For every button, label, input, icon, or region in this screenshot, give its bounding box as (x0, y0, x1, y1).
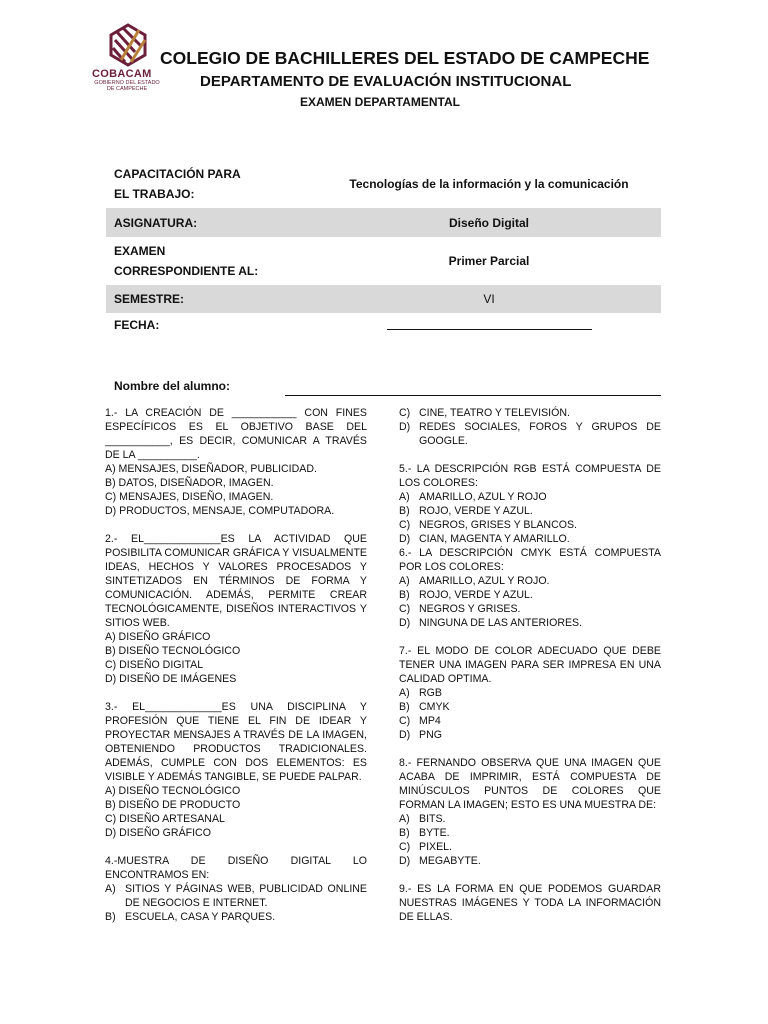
question-2-option-c[interactable]: C) DISEÑO DIGITAL (105, 659, 204, 671)
option-letter: C) (399, 841, 411, 853)
asignatura-label: ASIGNATURA: (106, 208, 317, 237)
spacer (399, 448, 661, 462)
semestre-value: VI (317, 285, 661, 313)
spacer (399, 630, 661, 644)
question-4-option-d[interactable] (399, 420, 661, 448)
spacer (105, 518, 367, 532)
fecha-field[interactable] (317, 313, 661, 337)
question-2: 2.- EL_____________ES LA ACTIVIDAD QUE POSIBILITA COMUNICAR GRÁFICA Y VISUALMENTE IDEAS, HECHOS Y VALORES PROCESADOS Y SINTETIZADOS EN TÉRMINOS DE FORMA Y COMUNICACIÓN. ADEMÁS, PERMITE CREAR TECNOLÓGICAMENTE, DISEÑOS INTERACTIVOS Y SITIOS WEB. (105, 533, 367, 629)
option-letter: D) (399, 729, 411, 741)
option-letter: B) (105, 911, 116, 923)
info-row-fecha (106, 313, 661, 337)
capacitacion-value: Tecnologías de la información y la comunicación (349, 177, 629, 191)
institution-title: COLEGIO DE BACHILLERES DEL ESTADO DE CAMPECHE (160, 48, 650, 68)
option-text: BYTE. (419, 827, 450, 839)
option-letter: A) (105, 883, 116, 895)
semestre-label: SEMESTRE: (106, 285, 317, 313)
question-4-option-b[interactable] (105, 910, 367, 924)
student-name-label: Nombre del alumno: (114, 379, 231, 393)
info-row-semestre (106, 285, 661, 313)
info-row-examen (106, 237, 661, 285)
option-text: ROJO, VERDE Y AZUL. (419, 505, 533, 517)
question-7: 7.- EL MODO DE COLOR ADECUADO QUE DEBE TENER UNA IMAGEN PARA SER IMPRESA EN UNA CALIDAD OPTIMA. (399, 645, 661, 685)
question-5: 5.- LA DESCRIPCIÓN RGB ESTÁ COMPUESTA DE LOS COLORES: (399, 463, 661, 489)
option-letter: B) (399, 701, 410, 713)
option-text: NEGROS, GRISES Y BLANCOS. (419, 519, 577, 531)
question-1: 1.- LA CREACIÓN DE ___________ CON FINES ESPECÍFICOS ES EL OBJETIVO BASE DEL ___________, ES DECIR, COMUNICAR A TRAVÉS DE LA __________. (105, 407, 367, 461)
option-text: SITIOS Y PÁGINAS WEB, PUBLICIDAD ONLINE DE NEGOCIOS E INTERNET. (125, 883, 367, 909)
document-header (0, 0, 768, 120)
option-letter: D) (399, 617, 411, 629)
capacitacion-label (106, 160, 317, 208)
option-letter: C) (399, 715, 411, 727)
option-text: CMYK (419, 701, 450, 713)
question-2-option-d[interactable]: D) DISEÑO DE IMÁGENES (105, 673, 237, 685)
question-4-option-c[interactable] (399, 406, 661, 420)
fecha-blank-line (387, 317, 592, 330)
option-text: REDES SOCIALES, FOROS Y GRUPOS DE GOOGLE. (419, 421, 661, 447)
option-letter: D) (399, 421, 411, 433)
question-3-option-a[interactable]: A) DISEÑO TECNOLÓGICO (105, 785, 241, 797)
capacitacion-label-line-2: EL TRABAJO: (114, 187, 195, 201)
question-6-option-d[interactable] (399, 616, 661, 630)
question-8-option-d[interactable] (399, 854, 661, 868)
examen-label-line-2: CORRESPONDIENTE AL: (114, 264, 259, 278)
exam-type-title: EXAMEN DEPARTAMENTAL (300, 95, 460, 109)
info-row-capacitacion (106, 160, 661, 208)
question-5-option-a[interactable] (399, 490, 661, 504)
question-4: 4.-MUESTRA DE DISEÑO DIGITAL LO ENCONTRAMOS EN: (105, 855, 367, 881)
question-1-option-d[interactable]: D) PRODUCTOS, MENSAJE, COMPUTADORA. (105, 505, 335, 517)
option-letter: B) (399, 505, 410, 517)
option-text: ESCUELA, CASA Y PARQUES. (125, 911, 276, 923)
questions-left-column (105, 406, 367, 924)
fecha-label: FECHA: (114, 318, 160, 332)
option-text: AMARILLO, AZUL Y ROJO (419, 491, 547, 503)
question-2-option-b[interactable]: B) DISEÑO TECNOLÓGICO (105, 645, 241, 657)
option-text: MP4 (419, 715, 441, 727)
question-4-option-a[interactable] (105, 882, 367, 910)
question-6: 6.- LA DESCRIPCIÓN CMYK ESTÁ COMPUESTA POR LOS COLORES: (399, 547, 661, 573)
option-text: RGB (419, 687, 442, 699)
examen-label-line-1: EXAMEN (114, 244, 166, 258)
question-8-option-b[interactable] (399, 826, 661, 840)
question-7-option-a[interactable] (399, 686, 661, 700)
option-letter: A) (399, 813, 410, 825)
spacer (399, 868, 661, 882)
option-text: PNG (419, 729, 442, 741)
option-letter: C) (399, 603, 411, 615)
question-2-option-a[interactable]: A) DISEÑO GRÁFICO (105, 631, 211, 643)
capacitacion-label-line-1: CAPACITACIÓN PARA (114, 167, 241, 181)
question-8: 8.- FERNANDO OBSERVA QUE UNA IMAGEN QUE ACABA DE IMPRIMIR, ESTÁ COMPUESTA DE MINÚSCULOS PUNTOS DE COLORES QUE FORMAN LA IMAGEN; ESTO ES UNA MUESTRA DE: (399, 757, 661, 811)
option-letter: D) (399, 855, 411, 867)
question-5-option-d[interactable] (399, 532, 661, 546)
option-letter: C) (399, 519, 411, 531)
question-3-option-d[interactable]: D) DISEÑO GRÁFICO (105, 827, 211, 839)
option-text: CIAN, MAGENTA Y AMARILLO. (419, 533, 570, 545)
question-3-option-c[interactable]: C) DISEÑO ARTESANAL (105, 813, 225, 825)
question-6-option-b[interactable] (399, 588, 661, 602)
exam-info-table (106, 160, 661, 337)
question-5-option-b[interactable] (399, 504, 661, 518)
option-text: MEGABYTE. (419, 855, 481, 867)
question-9: 9.- ES LA FORMA EN QUE PODEMOS GUARDAR NUESTRAS IMÁGENES Y TODA LA INFORMACIÓN DE ELLAS. (399, 883, 661, 923)
question-6-option-a[interactable] (399, 574, 661, 588)
option-text: NINGUNA DE LAS ANTERIORES. (419, 617, 583, 629)
question-1-option-c[interactable]: C) MENSAJES, DISEÑO, IMAGEN. (105, 491, 274, 503)
cobacam-logo-icon (105, 22, 151, 68)
question-7-option-d[interactable] (399, 728, 661, 742)
question-1-option-a[interactable]: A) MENSAJES, DISEÑADOR, PUBLICIDAD. (105, 463, 317, 475)
option-letter: B) (399, 827, 410, 839)
question-3: 3.- EL_____________ES UNA DISCIPLINA Y PROFESIÓN QUE TIENE EL FIN DE IDEAR Y PROYECTAR MENSAJES A TRAVÉS DE LA IMAGEN, OBTENIENDO PRODUCTOS TRADICIONALES. ADEMÁS, CUMPLE CON DOS ELEMENTOS: ES VISIBLE Y ADEMÁS TANGIBLE, SE PUEDE PALPAR. (105, 701, 367, 783)
examen-label (106, 237, 317, 285)
option-letter: A) (399, 575, 410, 587)
question-8-option-c[interactable] (399, 840, 661, 854)
option-text: AMARILLO, AZUL Y ROJO. (419, 575, 550, 587)
logo-brand-text: COBACAM (92, 68, 152, 80)
option-text: PIXEL. (419, 841, 452, 853)
logo-sub-text-1: GOBIERNO DEL ESTADO (94, 80, 160, 86)
option-text: ROJO, VERDE Y AZUL. (419, 589, 533, 601)
option-text: BITS. (419, 813, 446, 825)
question-7-option-c[interactable] (399, 714, 661, 728)
question-5-option-c[interactable] (399, 518, 661, 532)
info-row-asignatura (106, 208, 661, 237)
student-name-field[interactable] (285, 395, 661, 396)
spacer (399, 742, 661, 756)
option-text: NEGROS Y GRISES. (419, 603, 521, 615)
cobacam-logo (92, 22, 167, 112)
question-7-option-b[interactable] (399, 700, 661, 714)
department-title: DEPARTAMENTO DE EVALUACIÓN INSTITUCIONAL (200, 73, 572, 90)
question-8-option-a[interactable] (399, 812, 661, 826)
logo-sub-text-2: DE CAMPECHE (106, 86, 148, 92)
question-6-option-c[interactable] (399, 602, 661, 616)
spacer (105, 686, 367, 700)
option-letter: B) (399, 589, 410, 601)
option-letter: A) (399, 491, 410, 503)
option-letter: C) (399, 407, 411, 419)
asignatura-value: Diseño Digital (317, 208, 661, 237)
option-text: CINE, TEATRO Y TELEVISIÓN. (419, 407, 570, 419)
option-letter: A) (399, 687, 410, 699)
examen-value: Primer Parcial (448, 254, 530, 268)
spacer (105, 840, 367, 854)
option-letter: D) (399, 533, 411, 545)
questions-right-column (399, 406, 661, 924)
question-1-option-b[interactable]: B) DATOS, DISEÑADOR, IMAGEN. (105, 477, 274, 489)
question-3-option-b[interactable]: B) DISEÑO DE PRODUCTO (105, 799, 241, 811)
